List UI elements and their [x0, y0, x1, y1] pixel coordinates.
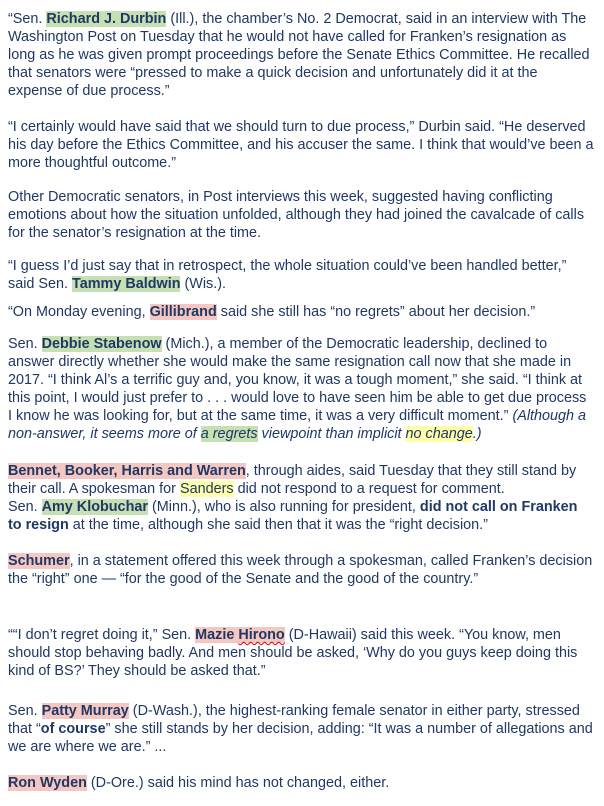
- senator-name-stabenow: Debbie Stabenow: [41, 336, 162, 352]
- paragraph-schumer: Schumer, in a statement offered this week through a spokesman, called Franken’s decision the “right” one — “for the good of the Senate and the good of the country.”: [8, 553, 593, 587]
- senator-name-klobuchar: Amy Klobuchar: [41, 499, 148, 515]
- senator-name-sanders: Sanders: [179, 481, 234, 497]
- senator-name-schumer: Schumer: [8, 553, 70, 569]
- editor-note: (Although a non-answer, it seems more of a regrets viewpoint than implicit no change.): [8, 408, 587, 442]
- senator-name-hirono: Mazie Hirono: [195, 627, 285, 643]
- bold-did-not-call: did not call on Franken to resign: [8, 499, 578, 533]
- senator-name-wyden: Ron Wyden: [8, 775, 87, 791]
- senator-name-baldwin: Tammy Baldwin: [72, 276, 181, 292]
- note-highlight-no-change: no change: [405, 426, 473, 442]
- paragraph-baldwin: “I guess I’d just say that in retrospect, the whole situation could’ve been handled better,” said Sen. Tammy Baldwin (Wis.).: [8, 258, 567, 292]
- paragraph-gillibrand: “On Monday evening, Gillibrand said she still has “no regrets” about her decision.”: [8, 304, 536, 320]
- paragraph-bennet-booker-klobuchar: Bennet, Booker, Harris and Warren, through aides, said Tuesday that they still stand by their call. A spokesman for Sanders did not respond to a request for comment. Sen. Amy Klobuchar (Minn.), who is also running for president, did not call on Franken to resign at the time, although she said then that it was the “right decision.”: [8, 463, 578, 533]
- senator-names-group: Bennet, Booker, Harris and Warren: [8, 463, 246, 479]
- paragraph-murray: Sen. Patty Murray (D-Wash.), the highest-ranking female senator in either party, stressed that “of course” she still stands by her decision, adding: “It was a number of allegations and we are where we are.” ...: [8, 703, 593, 755]
- senator-name-gillibrand: Gillibrand: [149, 304, 217, 320]
- senator-name-durbin: Richard J. Durbin: [46, 11, 167, 27]
- paragraph-other-senators: Other Democratic senators, in Post interviews this week, suggested having conflicting emotions about how the situation unfolded, although they had joined the cavalcade of calls for the senator’s resignation at the time.: [8, 189, 585, 241]
- paragraph-stabenow: Sen. Debbie Stabenow (Mich.), a member of the Democratic leadership, declined to answer directly whether she would make the same resignation call now that she made in 2017. “I think Al’s a terrific guy and, you know, it was a tough moment,” she said. “I think at this point, I would just prefer to . . . would love to have seen him be able to get due process I know he was looking for, but at the same time, it was a very difficult moment.” (Although a non-answer, it seems more of a regrets viewpoint than implicit no change.): [8, 336, 587, 442]
- paragraph-durbin-quote: “I certainly would have said that we should turn to due process,” Durbin said. “He deserved his day before the Ethics Committee, and his accuser the same. I think that would’ve been a more thoughtful outcome.”: [8, 119, 594, 171]
- senator-name-murray: Patty Murray: [41, 703, 129, 719]
- note-highlight-regrets: a regrets: [200, 426, 258, 442]
- bold-of-course: of course: [40, 721, 106, 737]
- paragraph-hirono: ““I don’t regret doing it,” Sen. Mazie Hirono (D-Hawaii) said this week. “You know, men should stop behaving badly. And men should be asked, ‘Why do you guys keep doing this kind of BS?’ They should be asked that.”: [8, 627, 578, 679]
- paragraph-durbin: “Sen. Richard J. Durbin (Ill.), the chamber’s No. 2 Democrat, said in an interview with The Washington Post on Tuesday that he would not have called for Franken’s resignation as long as he was given prompt proceedings before the Senate Ethics Committee. He recalled that senators were “pressed to make a quick decision and unfortunately did it at the expense of due process.”: [8, 11, 590, 99]
- paragraph-wyden: Ron Wyden (D-Ore.) said his mind has not changed, either.: [8, 775, 390, 791]
